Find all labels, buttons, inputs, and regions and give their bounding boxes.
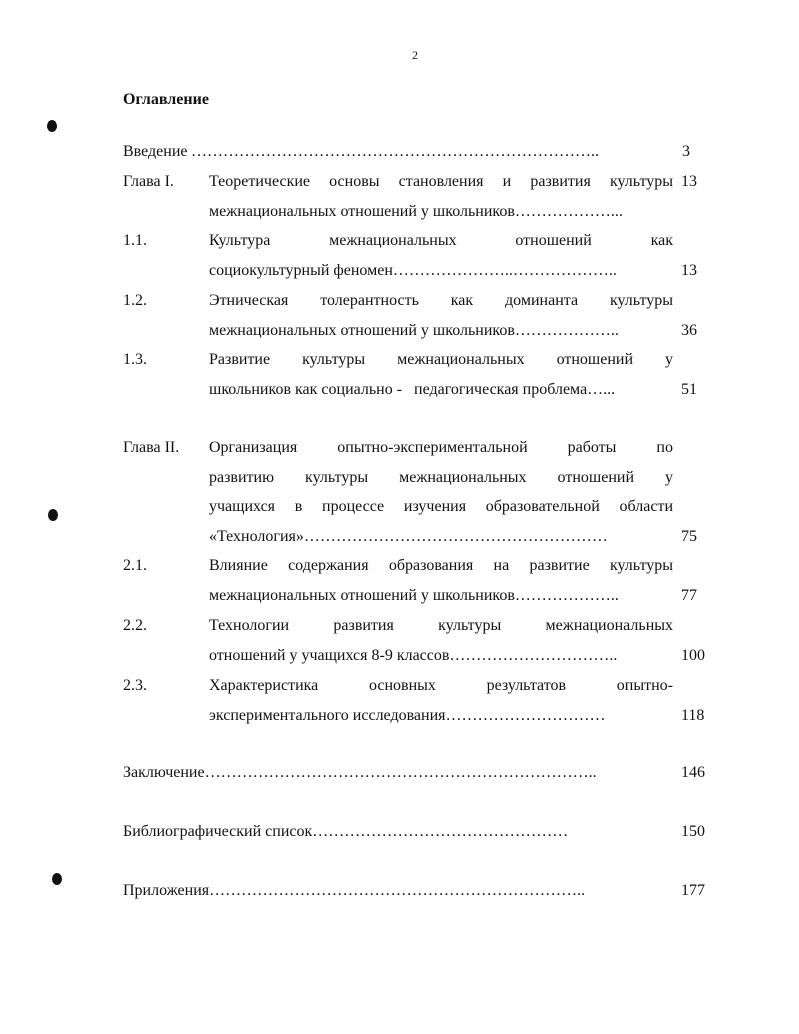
toc-entry-conclusion[interactable] — [123, 758, 713, 788]
toc-entry-line: школьников как социально - педагогическая проблема…... — [209, 380, 616, 398]
toc-entry-appendices[interactable] — [123, 876, 713, 906]
toc-entry-intro[interactable] — [123, 137, 713, 167]
page-number: 2 — [412, 48, 418, 62]
toc-dots: ………………………………………………………………….. — [191, 143, 599, 160]
toc-entry-1-1[interactable] — [123, 226, 713, 285]
toc-page-number: 13 — [681, 173, 697, 190]
toc-page-number: 51 — [681, 380, 697, 398]
toc-entry-line: Развитие культуры межнациональных отношений у — [209, 351, 673, 368]
toc-entry-2-1[interactable] — [123, 551, 713, 610]
toc-entry-line: межнациональных отношений у школьников………………... — [209, 202, 623, 220]
margin-bullet-3 — [52, 873, 62, 885]
toc-entry-label: 1.1. — [123, 232, 147, 249]
toc-entry-line: межнациональных отношений у школьников……………….. — [209, 321, 619, 339]
toc-entry-text: Заключение……………………………………………………………….. — [123, 764, 597, 781]
toc-entry-text: Библиографический список………………………………………… — [123, 823, 569, 840]
toc-entry-line: экспериментального исследования………………………… — [209, 706, 606, 724]
toc-entry-line: развитию культуры межнациональных отношений у — [209, 468, 673, 486]
toc-entry-label: Глава I. — [123, 173, 174, 190]
toc-entry-label: 1.2. — [123, 292, 147, 309]
toc-entry-chapter-1[interactable] — [123, 167, 713, 226]
toc-page-number: 150 — [681, 823, 705, 840]
toc-entry-label: 2.1. — [123, 557, 147, 574]
toc-entry-line: Организация опытно-экспериментальной работы по — [209, 439, 673, 456]
toc-entry-line: учащихся в процессе изучения образовательной области — [209, 498, 673, 516]
toc-page-number: 118 — [681, 706, 705, 724]
toc-page-number: 77 — [681, 586, 697, 604]
toc-page-number: 3 — [682, 143, 690, 160]
toc-page-number: 75 — [681, 527, 697, 545]
toc-entry-line: Характеристика основных результатов опытно- — [209, 677, 673, 694]
toc-entry-text: Приложения…………………………………………………………….. — [123, 882, 586, 899]
toc-entry-label: Глава II. — [123, 439, 180, 456]
toc-title: Оглавление — [123, 91, 209, 108]
toc-entry-bibliography[interactable] — [123, 817, 713, 847]
toc-entry-line: Этническая толерантность как доминанта культуры — [209, 292, 673, 309]
toc-entry-1-2[interactable] — [123, 286, 713, 345]
toc-page-number: 177 — [681, 882, 705, 899]
toc-entry-label: 2.2. — [123, 617, 147, 634]
toc-page-number: 146 — [681, 764, 705, 781]
toc-page-number: 13 — [681, 261, 697, 279]
toc-entry-chapter-2[interactable] — [123, 433, 713, 551]
toc-entry-2-2[interactable] — [123, 611, 713, 670]
toc-entry-line: Влияние содержания образования на развитие культуры — [209, 557, 673, 574]
margin-bullet-1 — [47, 120, 57, 132]
toc-entry-text: Введение — [123, 143, 188, 160]
toc-page-number: 36 — [681, 321, 697, 339]
toc-entry-label: 1.3. — [123, 351, 147, 368]
toc-entry-label: 2.3. — [123, 677, 147, 694]
toc-entry-line: «Технология»………………………………………………… — [209, 527, 608, 545]
toc-entry-line: отношений у учащихся 8-9 классов………………………….. — [209, 646, 618, 664]
toc-entry-line: Теоретические основы становления и развития культуры — [209, 173, 673, 190]
margin-bullet-2 — [48, 509, 58, 521]
toc-entry-line: межнациональных отношений у школьников……………….. — [209, 586, 619, 604]
toc-entry-2-3[interactable] — [123, 671, 713, 730]
toc-page-number: 100 — [681, 646, 705, 664]
toc-entry-line: социокультурный феномен…………………..……………….. — [209, 261, 617, 279]
toc-entry-line: Культура межнациональных отношений как — [209, 232, 673, 249]
toc-entry-1-3[interactable] — [123, 345, 713, 404]
toc-entry-line: Технологии развития культуры межнациональных — [209, 617, 673, 634]
